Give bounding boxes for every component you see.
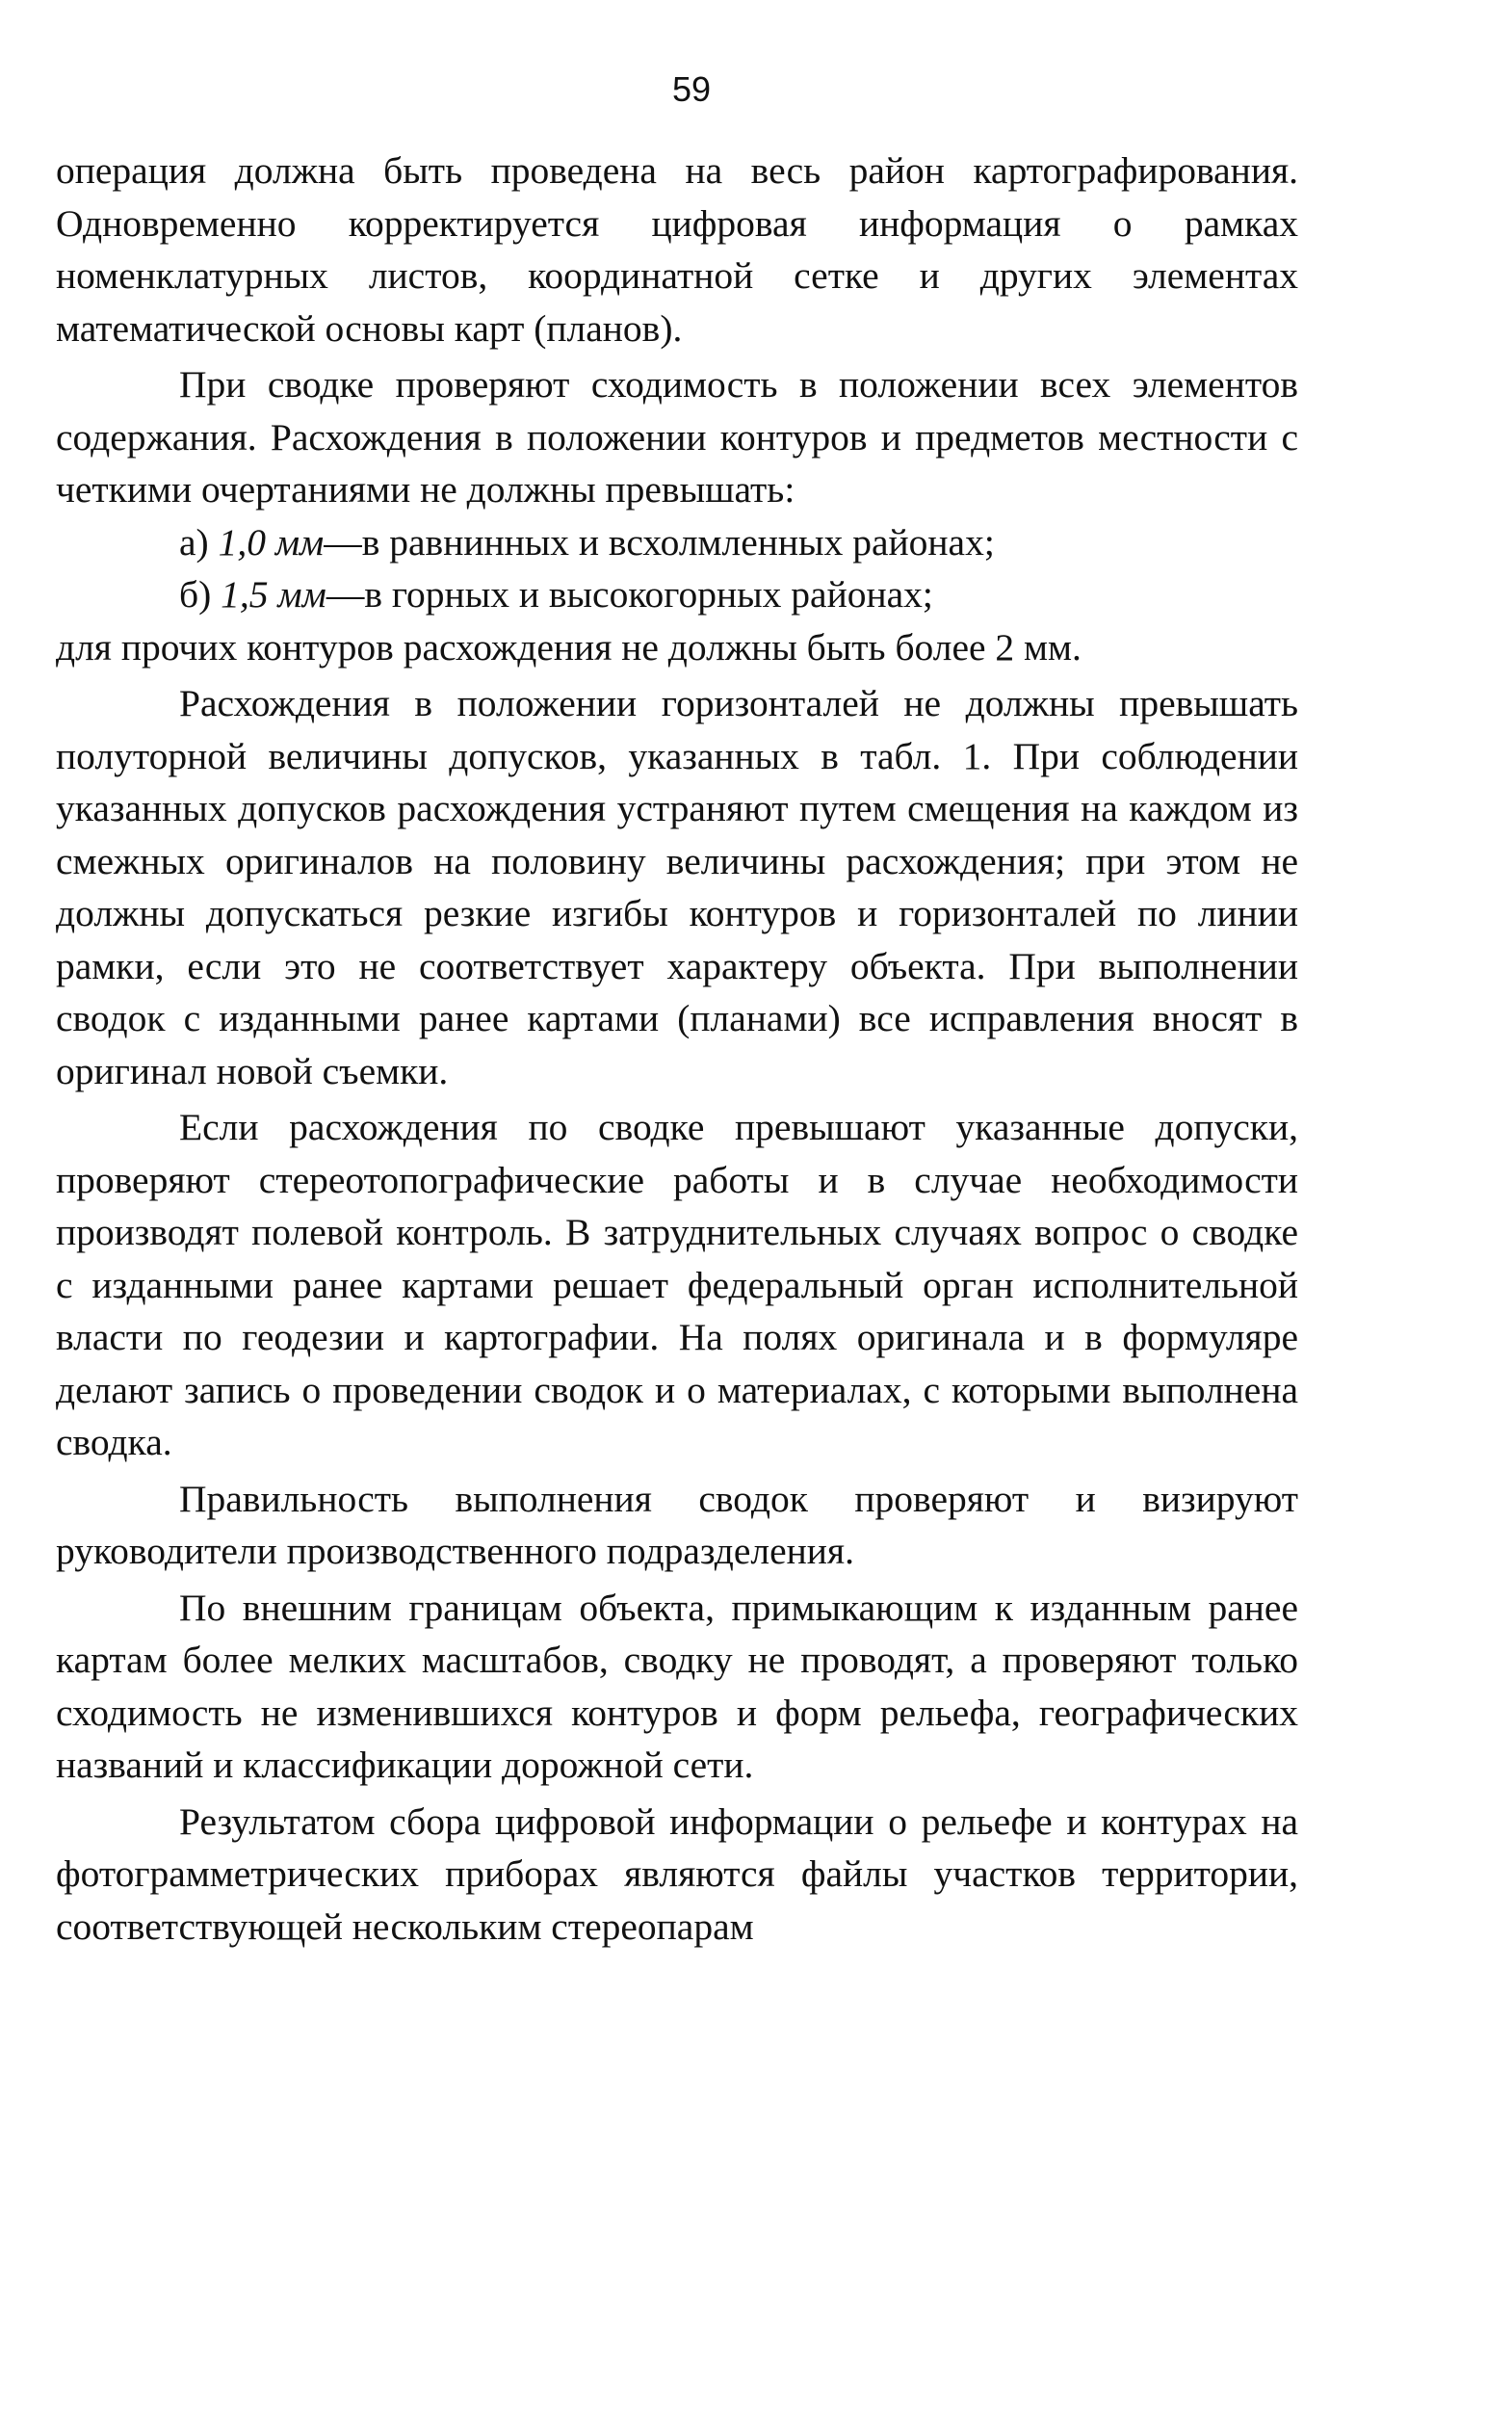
document-page [56, 67, 1298, 1953]
list-item-b-prefix: б) [179, 573, 212, 616]
paragraph-5: Если расхождения по сводке превышают указанные допуски, проверяют стереотопографические работы и в случае необходимости производят полевой контроль. В затруднительных случаях вопрос о сводке с изданными ранее картами решает федеральный орган исполнительной власти по геодезии и картографии. На полях оригинала и в формуляре делают запись о проведении сводок и о материалах, с которыми выполнена сводка. [56, 1106, 1298, 1463]
page-number: 59 [671, 69, 712, 109]
paragraph-6: Правильность выполнения сводок проверяют и визируют руководители производственного подразделения. [56, 1477, 1298, 1572]
paragraph-7: По внешним границам объекта, примыкающим к изданным ранее картам более мелких масштабов, сводку не проводят, а проверяют только сходимость не изменившихся контуров и форм рельефа, географических названий и классификации дорожной сети. [56, 1586, 1298, 1786]
list-item-a [56, 516, 1298, 569]
paragraph-2: При сводке проверяют сходимость в положении всех элементов содержания. Расхождения в положении контуров и предметов местности с четкими очертаниями не должны превышать: [56, 363, 1298, 511]
paragraph-1: операция должна быть проведена на весь район картографирования. Одновременно корректируется цифровая информация о рамках номенклатурных листов, координатной сетке и других элементах математической основы карт (планов). [56, 149, 1298, 350]
list-item-a-value: 1,0 мм [218, 520, 325, 564]
list-item-a-text: —в равнинных и всхолмленных районах; [324, 520, 995, 564]
list-item-a-prefix: а) [179, 520, 209, 564]
list-item-b-value: 1,5 мм [221, 573, 326, 616]
paragraph-3: для прочих контуров расхождения не должны быть более 2 мм. [56, 625, 1082, 669]
paragraph-8: Результатом сбора цифровой информации о рельефе и контурах на фотограмметрических приборах являются файлы участков территории, соответствующей нескольким стереопарам [56, 1799, 1298, 1948]
list-item-b [56, 568, 1298, 621]
list-item-b-text: —в горных и высокогорных районах; [326, 573, 933, 616]
paragraph-4: Расхождения в положении горизонталей не должны превышать полуторной величины допусков, указанных в табл. 1. При соблюдении указанных допусков расхождения устраняют путем смещения на каждом из смежных оригиналов на половину величины расхождения; при этом не должны допускаться резкие изгибы контуров и горизонталей по линии рамки, если это не соответствует характеру объекта. При выполнении сводок с изданными ранее картами (планами) все исправления вносят в оригинал новой съемки. [56, 682, 1298, 1092]
